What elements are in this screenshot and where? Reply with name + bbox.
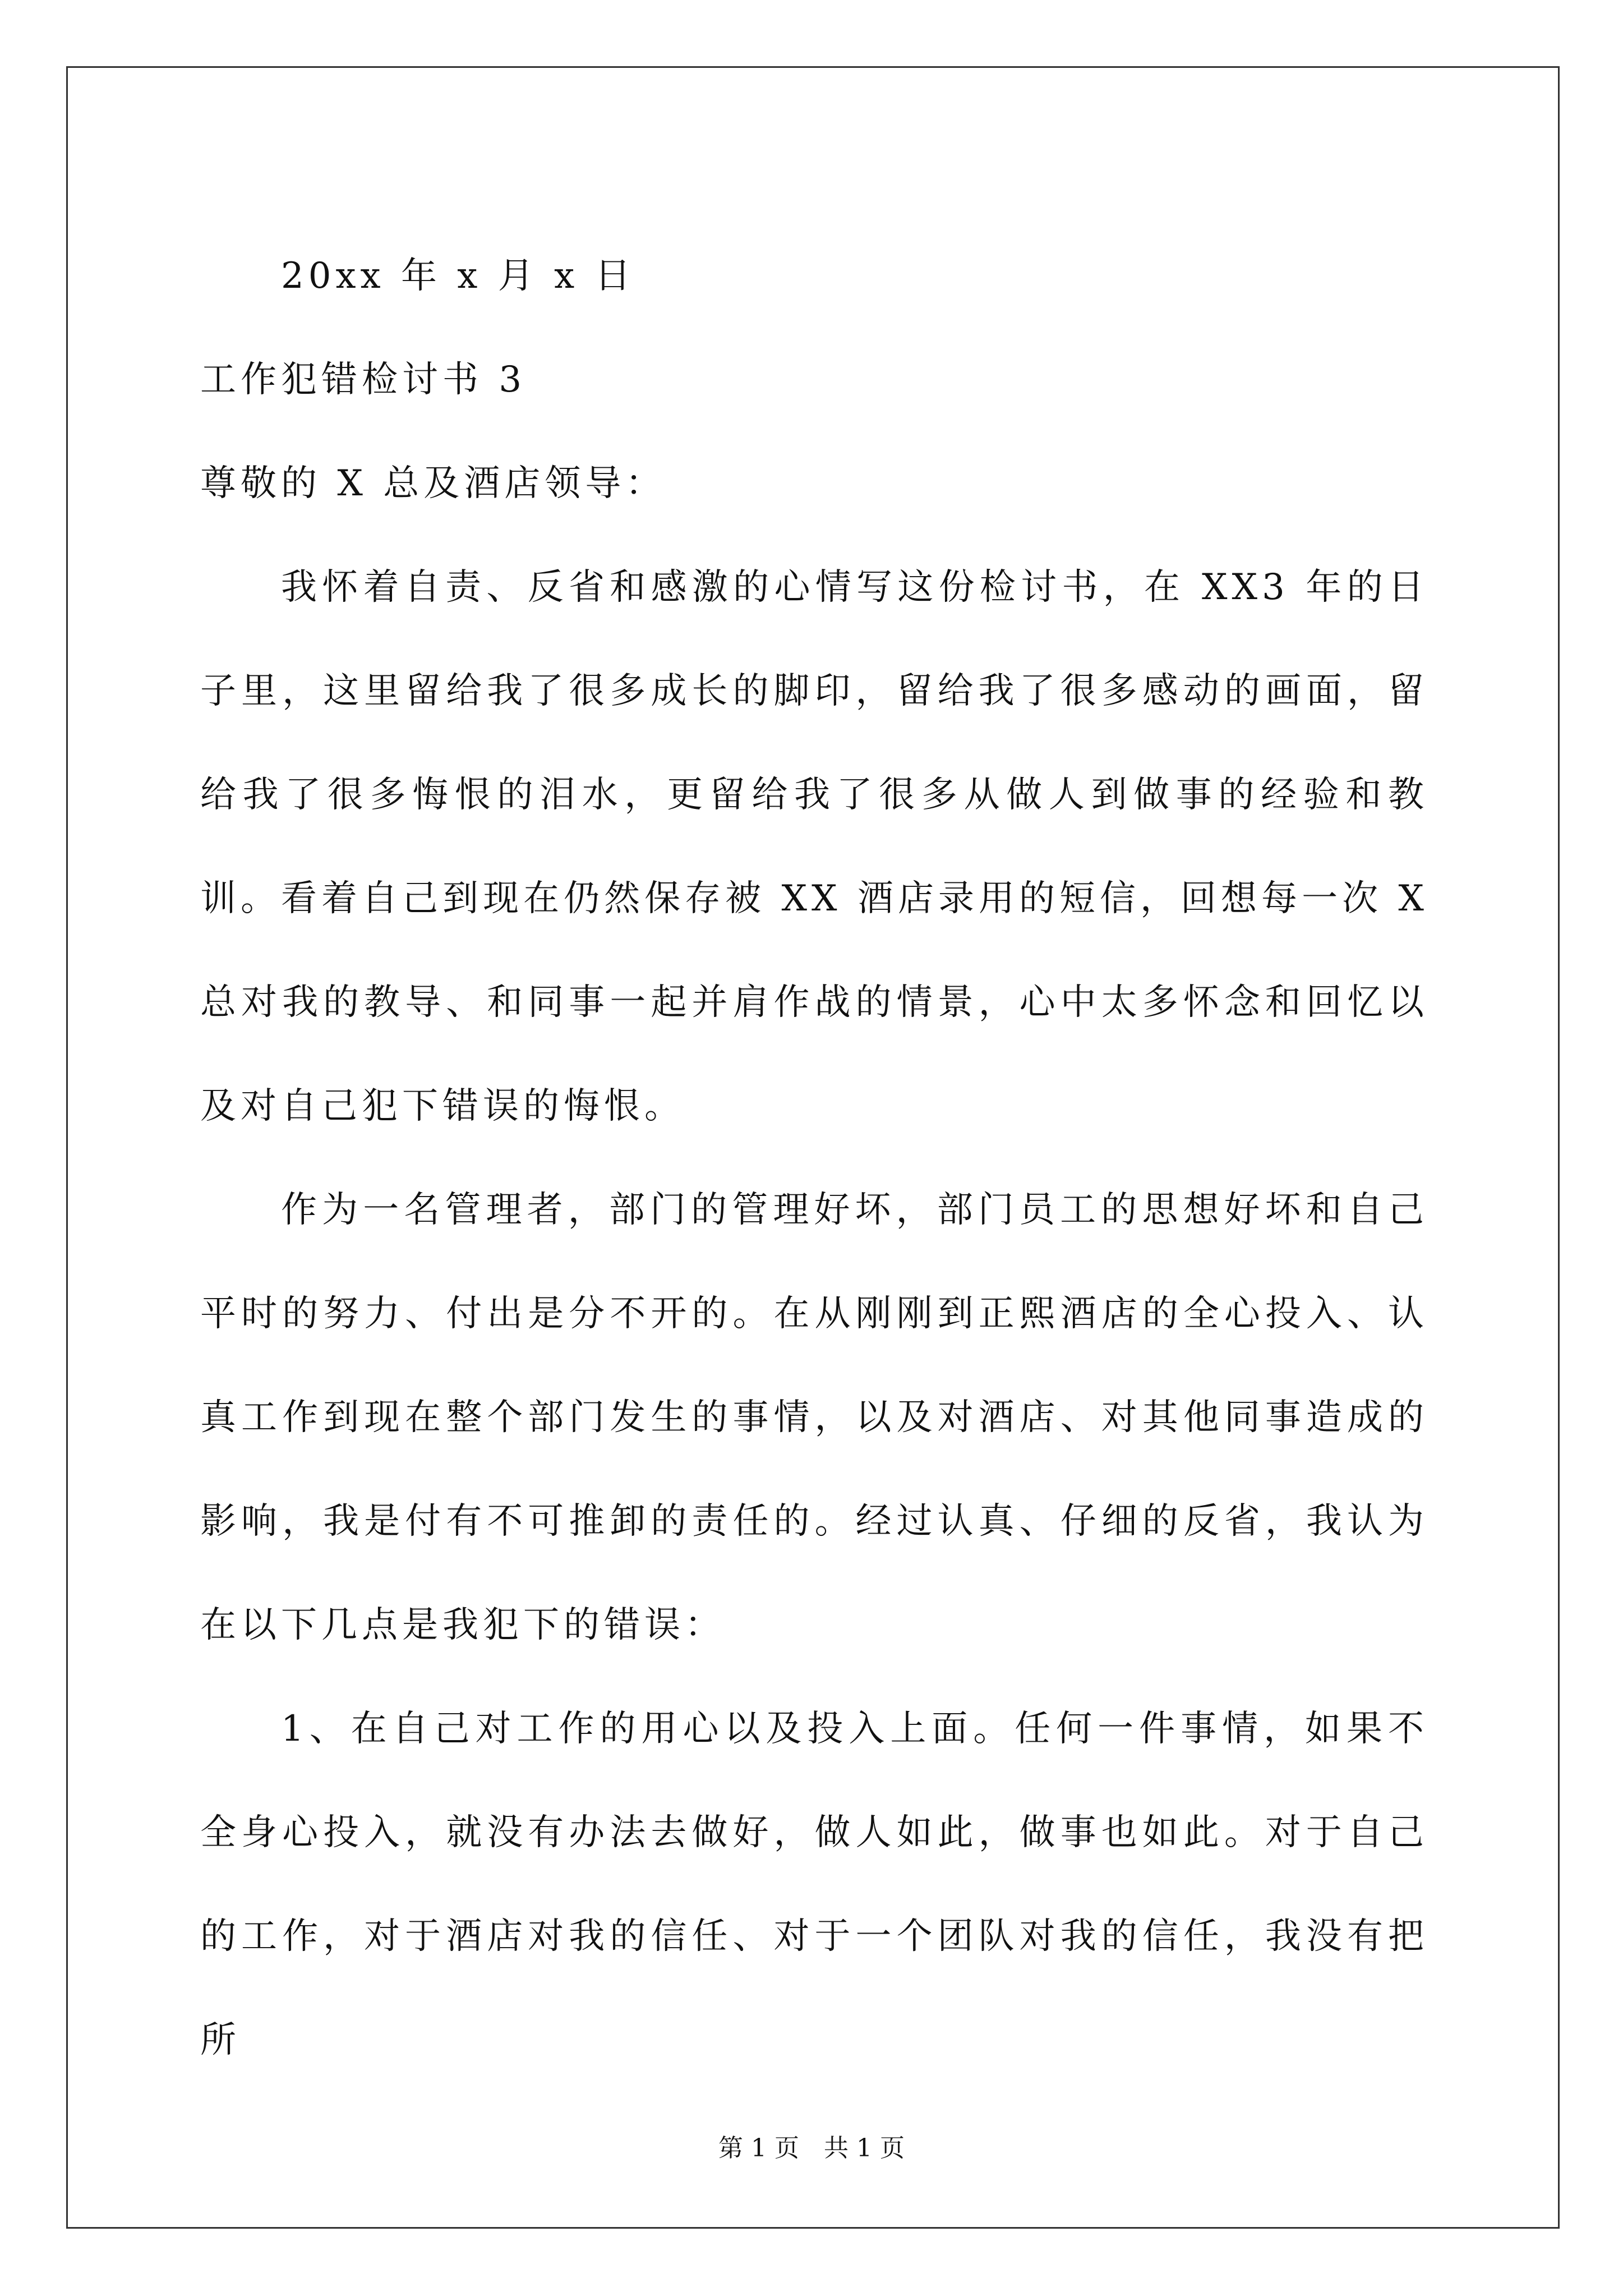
document-date: 20xx 年 x 月 x 日 — [281, 255, 635, 297]
page-footer: 第 1 页 共 1 页 — [718, 2134, 905, 2162]
salutation: 尊敬的 X 总及酒店领导： — [200, 463, 666, 504]
document-body — [200, 224, 1428, 2092]
paragraph-3: 1、在自己对工作的用心以及投入上面。任何一件事情，如果不全身心投入，就没有办法去做好，做人如此，做事也如此。对于自己的工作，对于酒店对我的信任、对于一个团队对我的信任，我没有把所 — [200, 1708, 1428, 2061]
document-title: 工作犯错检讨书 3 — [200, 359, 527, 401]
paragraph-2: 作为一名管理者，部门的管理好坏，部门员工的思想好坏和自己平时的努力、付出是分不开的。在从刚刚到正熙酒店的全心投入、认真工作到现在整个部门发生的事情，以及对酒店、对其他同事造成的影响，我是付有不可推卸的责任的。经过认真、仔细的反省，我认为在以下几点是我犯下的错误： — [200, 1189, 1428, 1646]
paragraph-1: 我怀着自责、反省和感激的心情写这份检讨书，在 XX3 年的日子里，这里留给我了很多成长的脚印，留给我了很多感动的画面，留给我了很多悔恨的泪水，更留给我了很多从做人到做事的经验和教训。看着自己到现在仍然保存被 XX 酒店录用的短信，回想每一次 X 总对我的教导、和同事一起并肩作战的情景，心中太多怀念和回忆以及对自己犯下错误的悔恨。 — [200, 567, 1428, 1127]
